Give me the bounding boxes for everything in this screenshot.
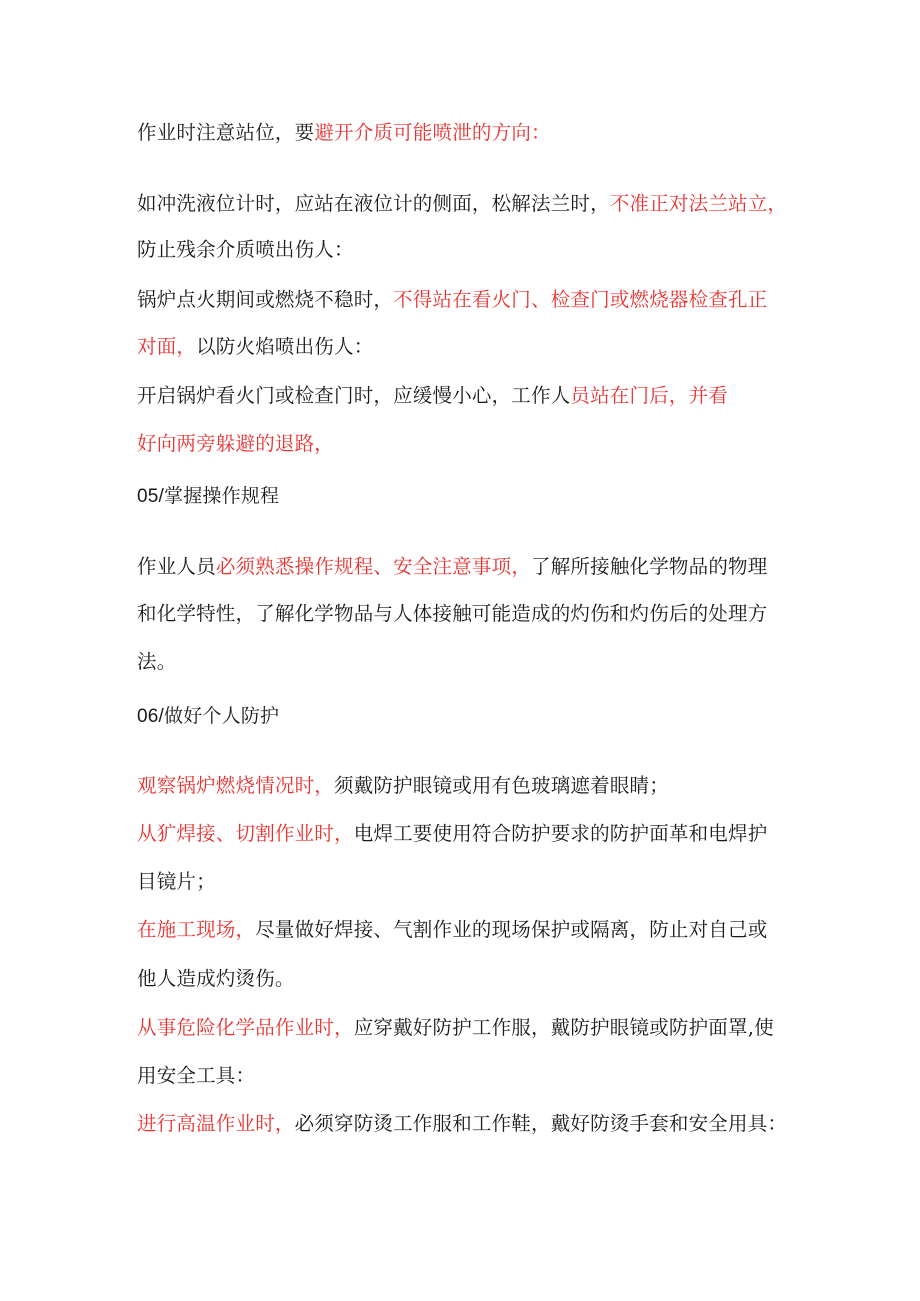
- highlight-run: 从事危险化学品作业时，: [137, 1016, 354, 1039]
- section-heading-05: [137, 485, 279, 509]
- section-heading-06: [137, 705, 279, 729]
- text-run: 作业人员: [137, 555, 216, 578]
- text-line-17: [137, 1064, 255, 1088]
- text-run: 了解所接触化学物品的物理: [531, 555, 768, 578]
- text-line-1: [137, 121, 551, 145]
- heading-text: 06/做好个人防护: [137, 706, 280, 727]
- text-line-13: [137, 870, 216, 894]
- highlight-run: 不得站在看火门、检查门或燃烧器检查孔正: [393, 288, 768, 311]
- text-run: 他人造成灼烫伤。: [137, 967, 295, 990]
- text-line-2: [137, 192, 787, 216]
- text-run: 法。: [137, 650, 177, 673]
- text-line-5: [137, 335, 373, 359]
- text-run: 开启锅炉看火门或检查门时，应缓慢小心，工作人: [137, 384, 571, 407]
- text-run: 电焊工要使用符合防护要求的防护面革和电焊护: [353, 822, 768, 845]
- text-run: 尽量做好焊接、气割作业的现场保护或隔离，防止对自己或: [255, 918, 768, 941]
- text-line-14: [137, 918, 767, 942]
- text-run: 应穿戴好防护工作服，戴防护眼镜或防护面罩,使: [353, 1016, 774, 1039]
- text-run: 目镜片；: [137, 870, 216, 893]
- text-run: 和化学特性，了解化学物品与人体接触可能造成的灼伤和灼伤后的处理方: [137, 602, 768, 625]
- highlight-run: 员站在门后，并看: [570, 384, 729, 407]
- text-line-18: [137, 1112, 787, 1136]
- text-line-11: [137, 774, 669, 798]
- highlight-run: 避开介质可能喷泄的方向：: [314, 121, 551, 144]
- text-line-6: [137, 384, 728, 408]
- highlight-run: 观察锅炉燃烧情况时，: [137, 774, 335, 797]
- highlight-run: 从犷焊接、切割作业时，: [137, 822, 354, 845]
- text-line-10: [137, 650, 176, 674]
- text-line-16: [137, 1016, 774, 1040]
- highlight-run: 必须熟悉操作规程、安全注意事项，: [215, 555, 532, 578]
- text-line-12: [137, 822, 767, 846]
- text-run: 锅炉点火期间或燃烧不稳时，: [137, 288, 394, 311]
- text-run: 如冲洗液位计时，应站在液位计的侧面，松解法兰时，: [137, 192, 610, 215]
- text-run: 用安全工具：: [137, 1064, 256, 1087]
- text-line-4: [137, 288, 767, 312]
- highlight-run: 好向两旁躲避的退路，: [137, 432, 335, 455]
- text-line-9: [137, 602, 767, 626]
- highlight-run: 不准正对法兰站立，: [609, 192, 788, 215]
- highlight-run: 在施工现场，: [137, 918, 256, 941]
- text-line-15: [137, 967, 295, 991]
- text-line-8: [137, 555, 767, 579]
- highlight-run: 进行高温作业时，: [137, 1112, 295, 1135]
- text-run: 必须穿防烫工作服和工作鞋，戴好防烫手套和安全用具：: [294, 1112, 788, 1135]
- text-run: 防止残余介质喷出伤人：: [137, 238, 354, 261]
- text-run: 以防火焰喷出伤人：: [196, 335, 374, 358]
- text-line-3: [137, 238, 354, 262]
- highlight-run: 对面，: [137, 335, 197, 358]
- text-run: 作业时注意站位，要: [137, 121, 315, 144]
- text-run: 须戴防护眼镜或用有色玻璃遮着眼睛；: [334, 774, 669, 797]
- heading-text: 05/掌握操作规程: [137, 486, 280, 507]
- text-line-7: [137, 432, 334, 456]
